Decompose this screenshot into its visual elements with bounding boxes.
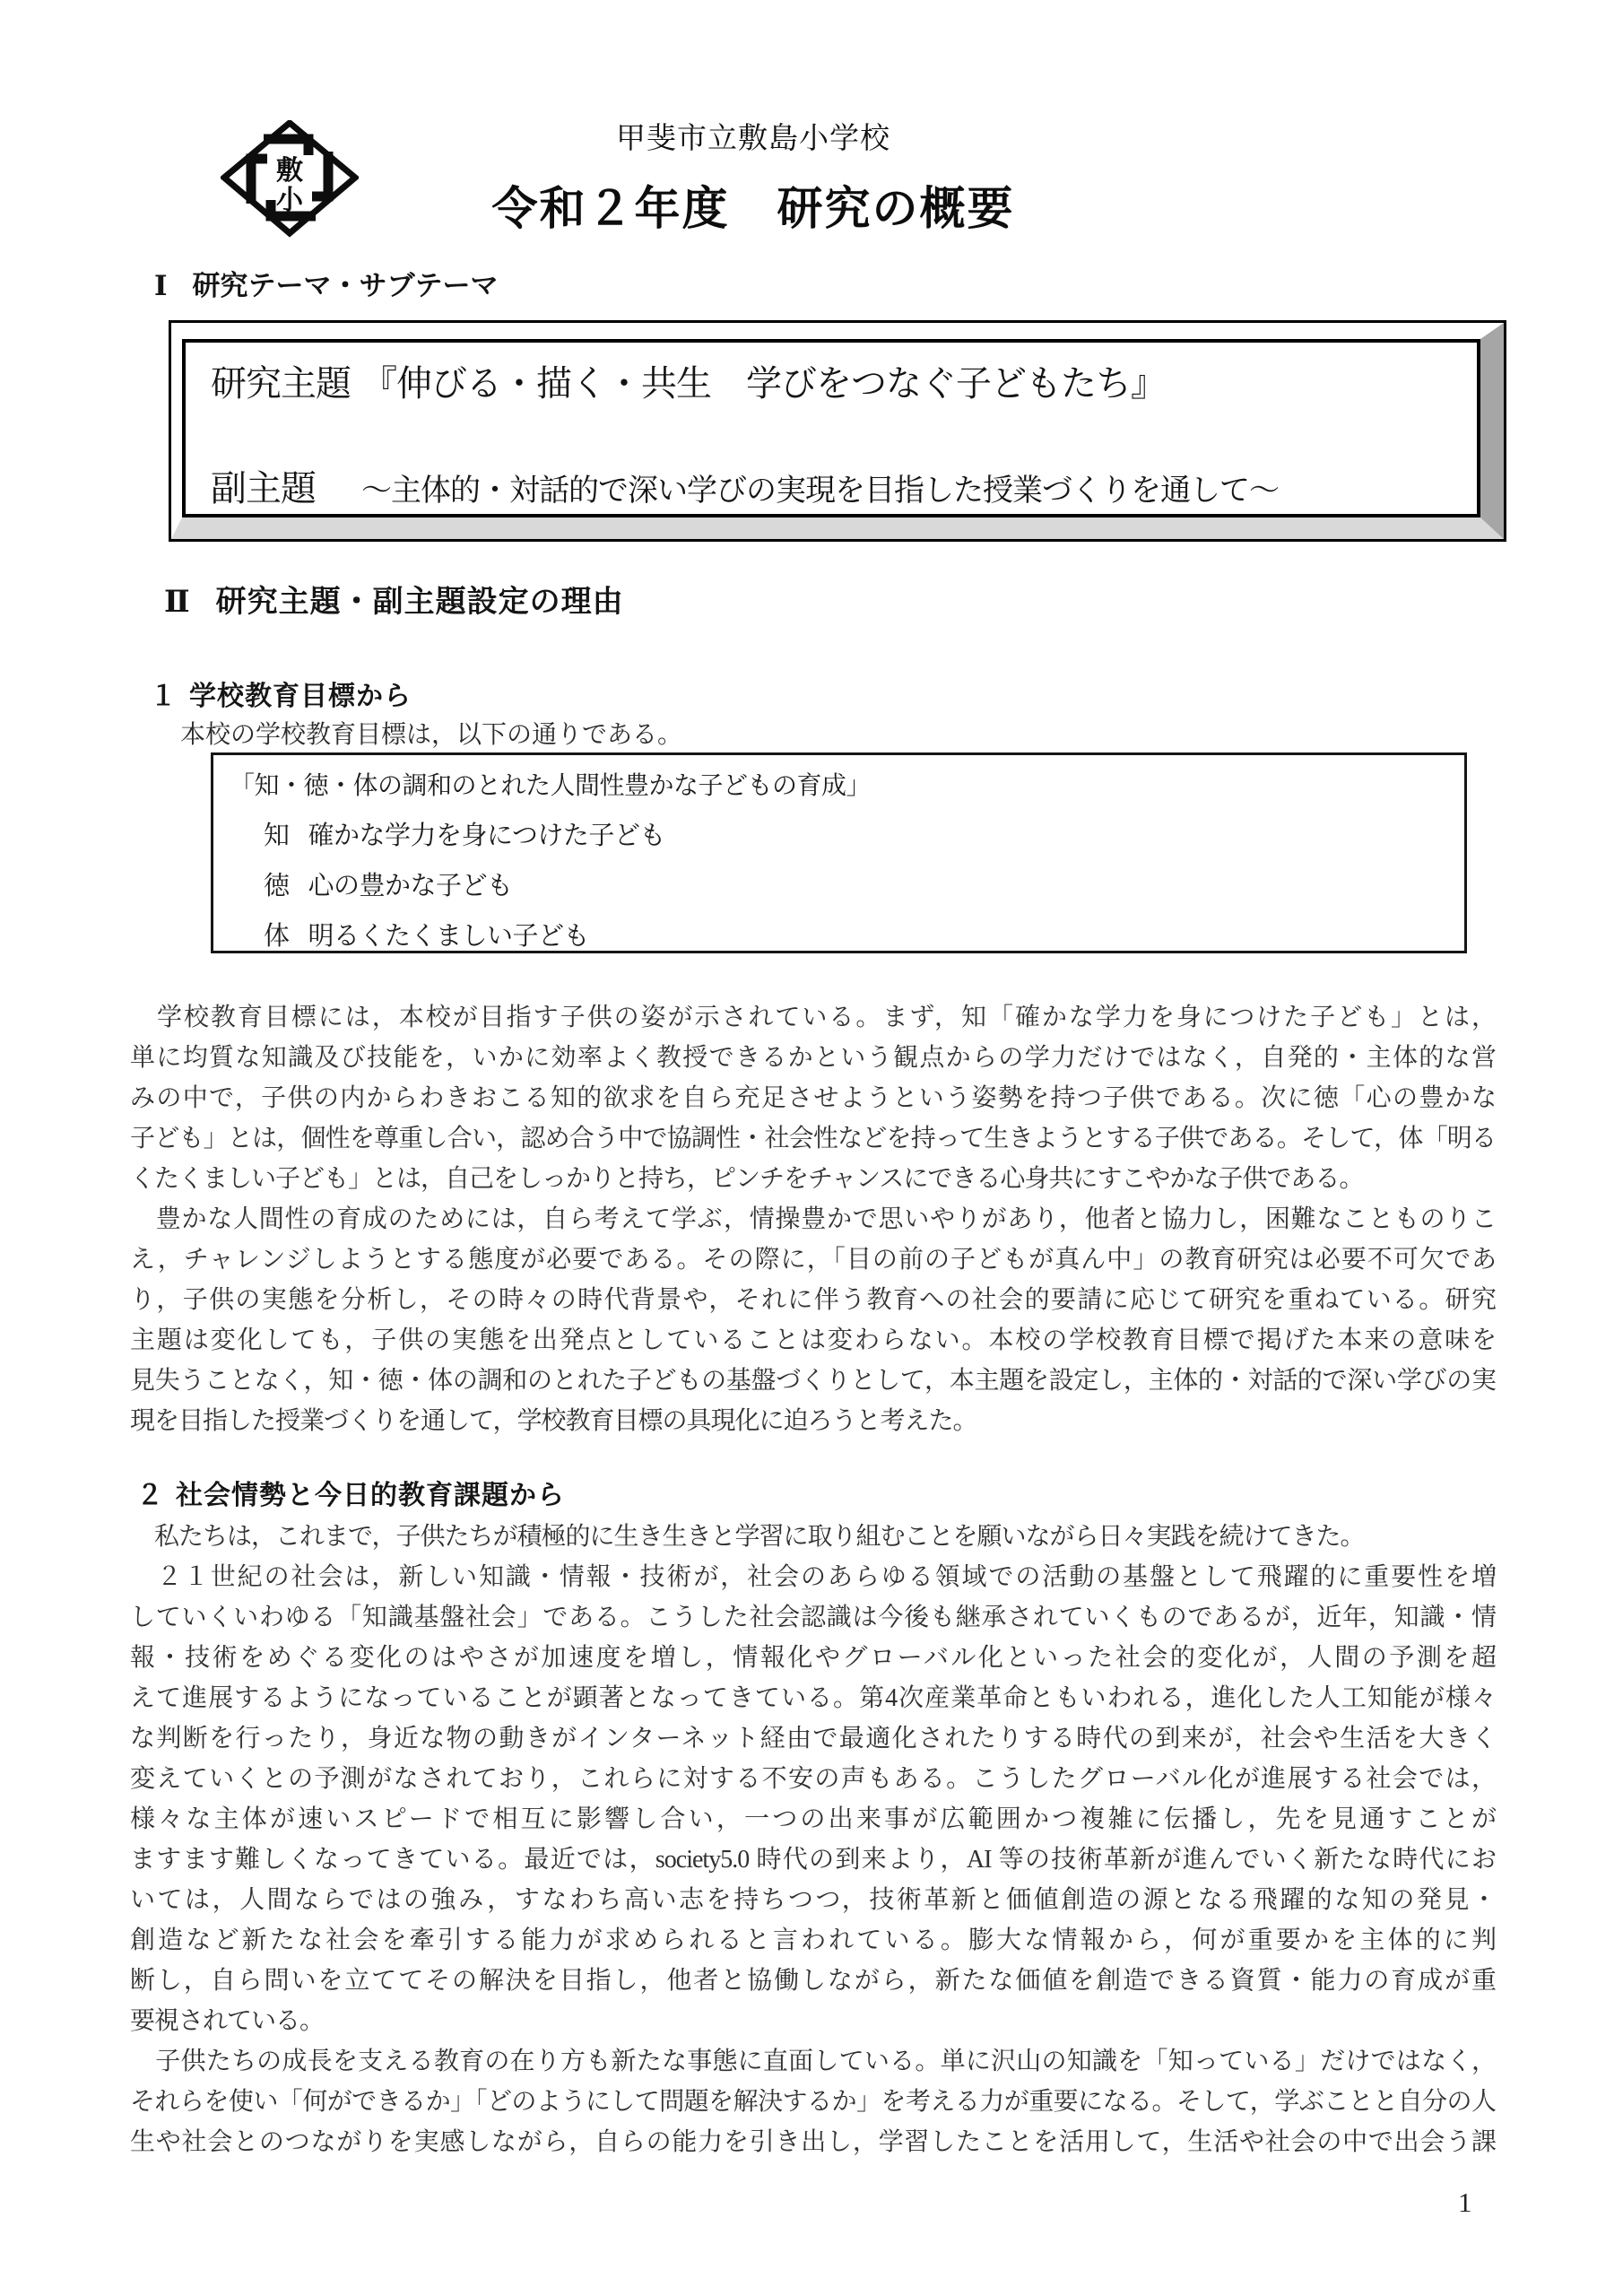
logo-char-top: 敷 [276, 156, 303, 186]
subsection-1-heading [150, 674, 412, 713]
goal-box-title: 「知・徳・体の調和のとれた人間性豊かな子どもの育成」 [230, 771, 872, 799]
text-line: それらを使い「何ができるか」「どのようにして問題を解決するか」を考える力が重要になる。そして，学ぶことと自分の人 [130, 2088, 1496, 2116]
text-line: 断し，自ら問いを立ててその解決を目指し，他者と協働しながら，新たな価値を創造できる資質・能力の育成が重 [130, 1967, 1496, 1995]
goal-intro-line: 本校の学校教育目標は，以下の通りである。 [130, 721, 683, 749]
subsection-2-heading [136, 1473, 565, 1512]
goal-item-text: 確かな学力を身につけた子ども [308, 822, 665, 850]
text-line: 生や社会とのつながりを実感しながら，自らの能力を引き出し，学習したことを活用して，生活や社会の中で出会う課 [130, 2128, 1496, 2156]
page-number: 1 [1458, 2187, 1472, 2218]
text-line: していくいわゆる「知識基盤社会」である。こうした社会認識は今後も継承されていくものであるが，近年，知識・情 [130, 1604, 1496, 1631]
text-line: 子ども」とは，個性を尊重し合い，認め合う中で協調性・社会性などを持って生きようとする子供である。そして，体「明る [130, 1125, 1496, 1152]
text-line: り，子供の実態を分析し，その時々の時代背景や，それに伴う教育への社会的要請に応じて研究を重ねている。研究 [130, 1286, 1496, 1314]
text-line: な判断を行ったり，身近な物の動きがインターネット経由で最適化されたりする時代の到来が，社会や生活を大きく [130, 1725, 1496, 1752]
goal-item-key: 徳 [264, 872, 290, 900]
paragraph [130, 997, 1496, 1199]
subsection-2-number: ２ [136, 1481, 164, 1510]
text-line: え，チャレンジしようとする態度が必要である。その際に，「目の前の子どもが真ん中」の教育研究は必要不可欠であ [130, 1246, 1496, 1274]
theme-row [211, 355, 1468, 406]
subsection-1-title: 学校教育目標から [189, 682, 412, 711]
subtheme-label: 副主題 [211, 469, 316, 509]
text-line: 創造など新たな社会を牽引する能力が求められると言われている。膨大な情報から，何が重要かを主体的に判 [130, 1926, 1496, 1954]
section-1-numeral: Ⅰ [154, 270, 168, 301]
text-line: 学校教育目標には，本校が目指す子供の姿が示されている。まず，知「確かな学力を身につけた子ども」とは， [130, 1004, 1496, 1031]
text-line: 豊かな人間性の育成のためには，自ら考えて学ぶ，情操豊かで思いやりがあり，他者と協力し，困難なことものりこ [130, 1205, 1496, 1233]
goal-item-toku [230, 865, 1448, 902]
theme-label: 研究主題 [211, 364, 351, 404]
document-header [0, 115, 1506, 238]
text-line: 単に均質な知識及び技能を，いかに効率よく教授できるかという観点からの学力だけではなく，自発的・主体的な営 [130, 1044, 1496, 1072]
goal-item-tai [230, 916, 1448, 952]
text-line: 様々な主体が速いスピードで相互に影響し合い，一つの出来事が広範囲かつ複雑に伝播し，先を見通すことが [130, 1805, 1496, 1833]
subsection-1-body [130, 997, 1496, 1441]
school-name: 甲斐市立敷島小学校 [616, 121, 890, 154]
paragraph [130, 1517, 1496, 1557]
text-line: 現を目指した授業づくりを通して，学校教育目標の具現化に迫ろうと考えた。 [130, 1407, 977, 1435]
theme-text: 『伸びる・描く・共生 学びをつなぐ子どもたち』 [361, 364, 1166, 404]
subtheme-row [211, 460, 1468, 511]
goal-item-text: 明るくたくましい子ども [308, 922, 590, 951]
subtheme-text: ～主体的・対話的で深い学びの実現を目指した授業づくりを通して～ [361, 474, 1279, 508]
goal-item-chi [230, 815, 1448, 852]
text-line: ２１世紀の社会は，新しい知識・情報・技術が，社会のあらゆる領域での活動の基盤として飛躍的に重要性を増 [130, 1563, 1496, 1591]
text-line: 報・技術をめぐる変化のはやさが加速度を増し，情報化やグローバル化といった社会的変化が，人間の予測を超 [130, 1644, 1496, 1672]
paragraph [130, 2041, 1496, 2162]
goal-item-key: 知 [264, 822, 290, 850]
school-goal-box [211, 752, 1467, 953]
text-line: 要視されている。 [130, 2007, 325, 2035]
text-line: 見失うことなく，知・徳・体の調和のとれた子どもの基盤づくりとして，本主題を設定し，主体的・対話的で深い学びの実 [130, 1367, 1496, 1395]
section-1-heading [154, 263, 499, 303]
subsection-2-body [130, 1517, 1496, 2162]
text-line: えて進展するようになっていることが顕著となってきている。第4次産業革命ともいわれる，進化した人工知能が様々 [130, 1684, 1496, 1712]
text-line: 子供たちの成長を支える教育の在り方も新たな事態に直面している。単に沢山の知識を「知っている」だけではなく， [130, 2048, 1496, 2075]
goal-item-key: 体 [264, 922, 290, 951]
theme-box-inner [182, 339, 1480, 517]
paragraph [130, 1557, 1496, 2041]
text-line: いては，人間ならではの強み，すなわち高い志を持ちつつ，技術革新と価値創造の源となる飛躍的な知の発見・ [130, 1886, 1496, 1914]
subsection-2-title: 社会情勢と今日的教育課題から [176, 1481, 565, 1510]
text-line: ますます難しくなってきている。最近では，society5.0 時代の到来より，AI 等の技術革新が進んでいく新たな時代にお [130, 1846, 1496, 1874]
text-line: 主題は変化しても，子供の実態を出発点としていることは変わらない。本校の学校教育目標で掲げた本来の意味を [130, 1326, 1496, 1354]
goal-item-text: 心の豊かな子ども [308, 872, 513, 900]
paragraph [130, 1199, 1496, 1441]
text-line: みの中で，子供の内からわきおこる知的欲求を自ら充足させようという姿勢を持つ子供である。次に徳「心の豊かな [130, 1084, 1496, 1112]
text-line: 変えていくとの予測がなされており，これらに対する不安の声もある。こうしたグローバル化が進展する社会では， [130, 1765, 1496, 1793]
section-1-title: 研究テーマ・サブテーマ [192, 270, 499, 301]
theme-box [169, 320, 1506, 542]
subsection-1-number: １ [150, 682, 178, 711]
text-line: 私たちは，これまで，子供たちが積極的に生き生きと学習に取り組むことを願いながら日々実践を続けてきた。 [130, 1523, 1365, 1551]
text-line: くたくましい子ども」とは，自己をしっかりと持ち，ピンチをチャンスにできる心身共にすこやかな子供である。 [130, 1165, 1364, 1193]
section-2-numeral: Ⅱ [164, 586, 191, 619]
section-2-heading [164, 577, 624, 621]
section-2-title: 研究主題・副主題設定の理由 [215, 586, 624, 619]
document-title: 令和２年度 研究の概要 [491, 183, 1015, 234]
logo-char-bottom: 小 [276, 186, 303, 215]
theme-box-bevel [171, 323, 1504, 539]
